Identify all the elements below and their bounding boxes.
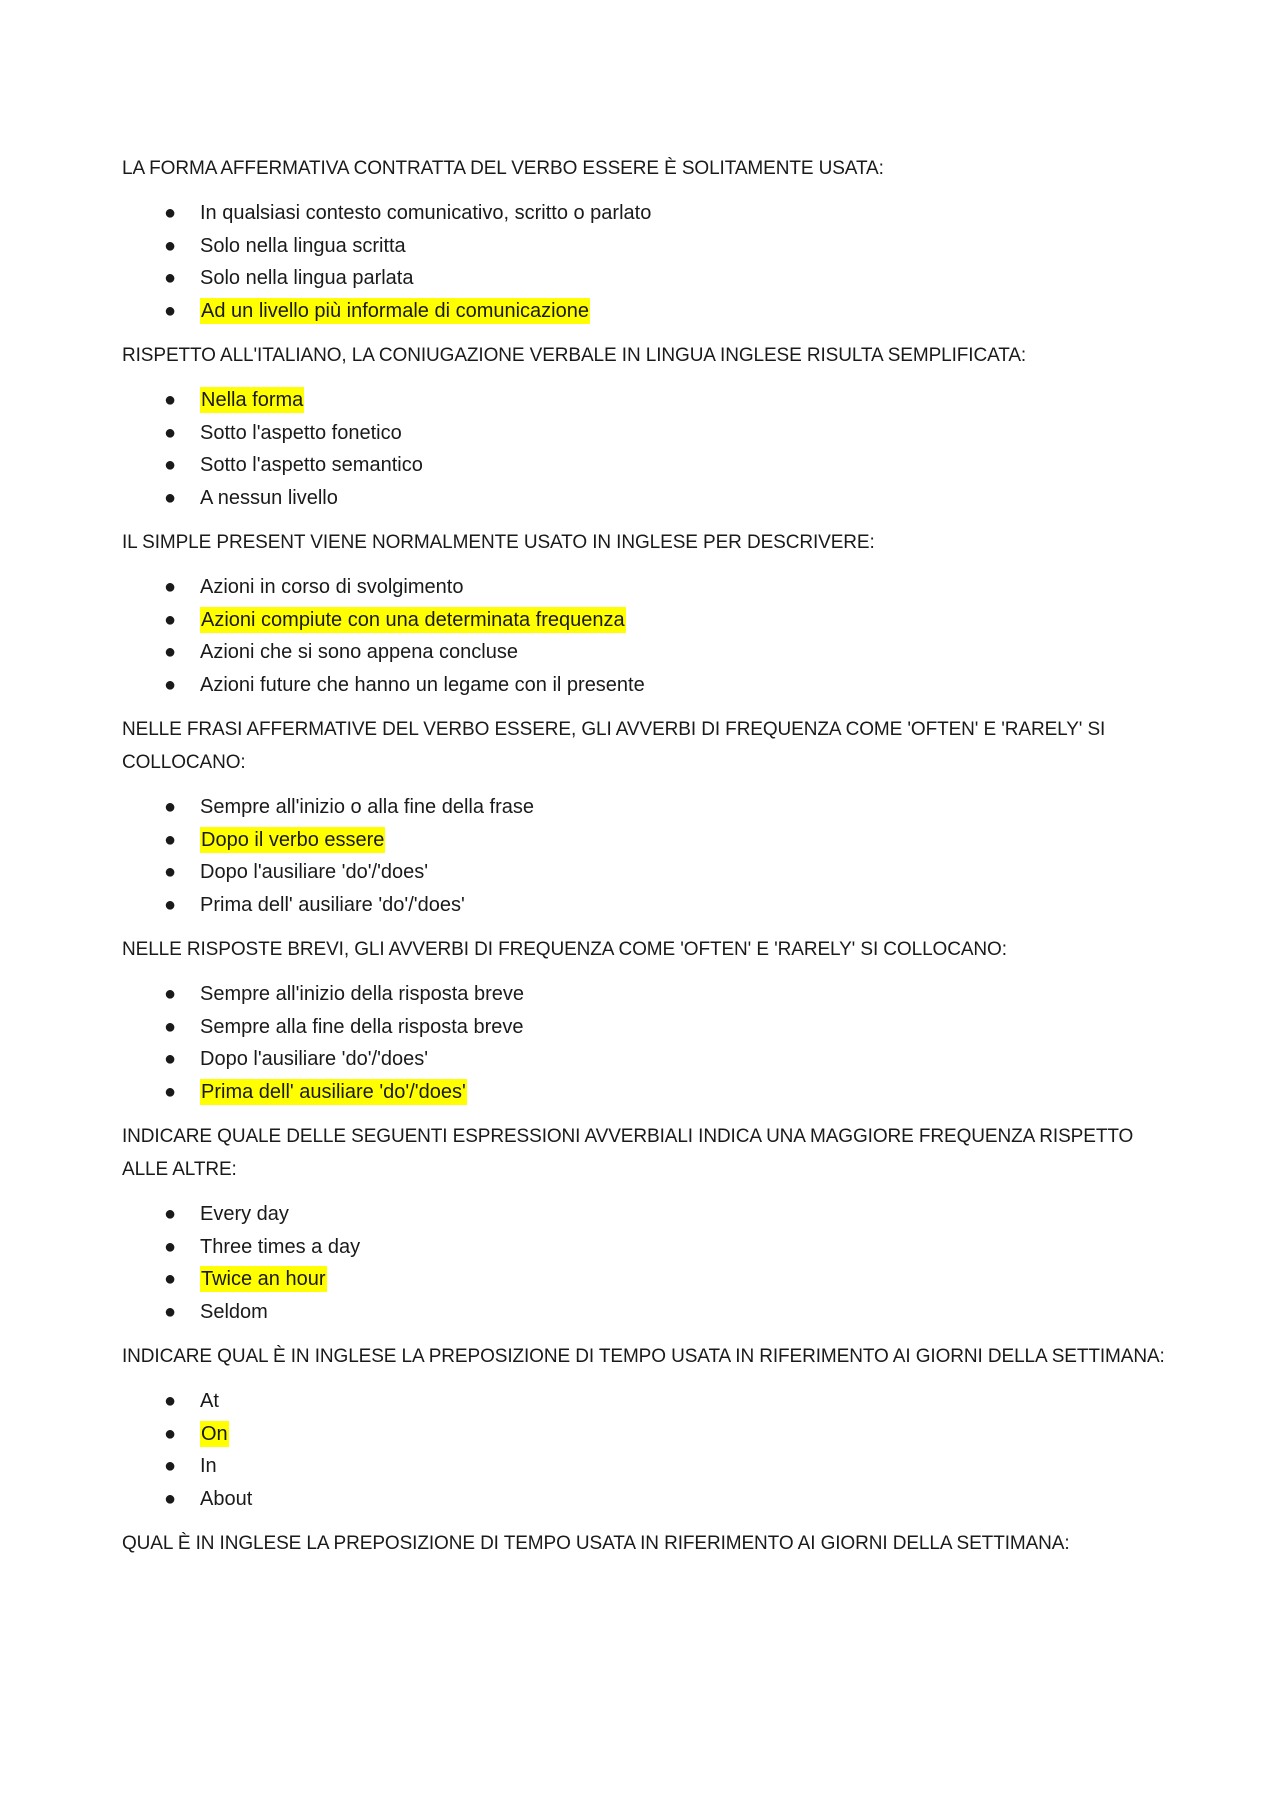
bullet-icon: ● xyxy=(164,454,177,476)
bullet-icon: ● xyxy=(164,861,177,883)
answer-option-label: Azioni future che hanno un legame con il presente xyxy=(200,673,645,696)
answer-options-list xyxy=(122,1385,1172,1515)
answer-option-correct xyxy=(122,1263,1172,1296)
answer-option xyxy=(122,791,1172,824)
answer-option-label: Sempre alla fine della risposta breve xyxy=(200,1015,524,1038)
answer-option-label: Dopo l'ausiliare 'do'/'does' xyxy=(200,1048,429,1070)
answer-option-label: Sotto l'aspetto fonetico xyxy=(200,421,402,444)
answer-option-label: Every day xyxy=(200,1203,289,1225)
answer-option xyxy=(122,1043,1172,1076)
bullet-icon: ● xyxy=(164,1300,177,1323)
answer-option xyxy=(122,978,1172,1011)
answer-option-label: Prima dell' ausiliare 'do'/'does' xyxy=(200,893,465,916)
question-text: QUAL È IN INGLESE LA PREPOSIZIONE DI TEMPO USATA IN RIFERIMENTO AI GIORNI DELLA SETTIMANA: xyxy=(122,1533,1070,1554)
answer-option xyxy=(122,449,1172,482)
answer-option-label: A nessun livello xyxy=(200,486,338,509)
bullet-icon: ● xyxy=(164,1268,177,1290)
answer-option-label: In xyxy=(200,1455,217,1477)
bullet-icon: ● xyxy=(164,1390,177,1412)
bullet-icon: ● xyxy=(164,576,177,598)
answer-options-list xyxy=(122,791,1172,921)
answer-option-label: Azioni in corso di svolgimento xyxy=(200,576,464,598)
answer-option-label: On xyxy=(201,1422,228,1445)
answer-option xyxy=(122,636,1172,669)
answer-option-label: Azioni che si sono appena concluse xyxy=(200,641,518,663)
bullet-icon: ● xyxy=(164,893,177,916)
bullet-icon: ● xyxy=(164,486,177,509)
answer-option-label: Seldom xyxy=(200,1300,268,1323)
answer-option xyxy=(122,262,1172,295)
answer-option-label: Ad un livello più informale di comunicazione xyxy=(201,299,589,322)
answer-option xyxy=(122,889,1172,922)
bullet-icon: ● xyxy=(164,1015,177,1038)
question-text: NELLE RISPOSTE BREVI, GLI AVVERBI DI FREQUENZA COME 'OFTEN' E 'RARELY' SI COLLOCANO: xyxy=(122,939,1007,960)
bullet-icon: ● xyxy=(164,267,177,289)
answer-option xyxy=(122,571,1172,604)
bullet-icon: ● xyxy=(164,202,177,224)
answer-option-label: About xyxy=(200,1487,253,1510)
bullet-icon: ● xyxy=(164,1422,177,1445)
answer-option-label: Solo nella lingua scritta xyxy=(200,234,406,257)
question-text: IL SIMPLE PRESENT VIENE NORMALMENTE USATO IN INGLESE PER DESCRIVERE: xyxy=(122,532,875,553)
answer-option-label: Azioni compiute con una determinata frequenza xyxy=(201,608,625,631)
quiz-content xyxy=(122,152,1172,1560)
bullet-icon: ● xyxy=(164,983,177,1005)
answer-option-correct xyxy=(122,604,1172,637)
answer-option-correct xyxy=(122,295,1172,328)
bullet-icon: ● xyxy=(164,641,177,663)
bullet-icon: ● xyxy=(164,1455,177,1477)
answer-options-list xyxy=(122,384,1172,514)
answer-option-label: In qualsiasi contesto comunicativo, scritto o parlato xyxy=(200,202,652,224)
bullet-icon: ● xyxy=(164,389,177,411)
question-text: RISPETTO ALL'ITALIANO, LA CONIUGAZIONE VERBALE IN LINGUA INGLESE RISULTA SEMPLIFICATA: xyxy=(122,345,1027,366)
answer-option xyxy=(122,1011,1172,1044)
answer-option xyxy=(122,1385,1172,1418)
answer-option-correct xyxy=(122,1418,1172,1451)
answer-option xyxy=(122,1450,1172,1483)
answer-option-label: Twice an hour xyxy=(201,1268,326,1290)
bullet-icon: ● xyxy=(164,1203,177,1225)
answer-options-list xyxy=(122,197,1172,327)
answer-option-label: Three times a day xyxy=(200,1235,361,1258)
answer-option-label: Solo nella lingua parlata xyxy=(200,267,414,289)
answer-option-label: Sempre all'inizio della risposta breve xyxy=(200,983,524,1005)
question-text: INDICARE QUALE DELLE SEGUENTI ESPRESSIONI AVVERBIALI INDICA UNA MAGGIORE FREQUENZA RISPETTO ALLE ALTRE: xyxy=(122,1126,1134,1180)
answer-option-correct xyxy=(122,1076,1172,1109)
bullet-icon: ● xyxy=(164,234,177,257)
answer-option xyxy=(122,669,1172,702)
answer-option-label: At xyxy=(200,1390,219,1412)
answer-options-list xyxy=(122,571,1172,701)
bullet-icon: ● xyxy=(164,421,177,444)
answer-option-label: Dopo il verbo essere xyxy=(201,828,385,851)
bullet-icon: ● xyxy=(164,1048,177,1070)
answer-option-label: Nella forma xyxy=(201,389,304,411)
answer-option xyxy=(122,1483,1172,1516)
answer-option-correct xyxy=(122,384,1172,417)
answer-option xyxy=(122,1296,1172,1329)
bullet-icon: ● xyxy=(164,299,177,322)
answer-options-list xyxy=(122,1198,1172,1328)
answer-option xyxy=(122,482,1172,515)
question-text: INDICARE QUAL È IN INGLESE LA PREPOSIZIONE DI TEMPO USATA IN RIFERIMENTO AI GIORNI DELLA SETTIMANA: xyxy=(122,1346,1165,1367)
answer-option-label: Sempre all'inizio o alla fine della frase xyxy=(200,796,534,818)
answer-option-correct xyxy=(122,824,1172,857)
bullet-icon: ● xyxy=(164,673,177,696)
answer-option xyxy=(122,230,1172,263)
answer-option-label: Sotto l'aspetto semantico xyxy=(200,454,423,476)
answer-option xyxy=(122,1198,1172,1231)
bullet-icon: ● xyxy=(164,828,177,851)
bullet-icon: ● xyxy=(164,796,177,818)
answer-option xyxy=(122,197,1172,230)
bullet-icon: ● xyxy=(164,608,177,631)
answer-option xyxy=(122,1231,1172,1264)
question-text: LA FORMA AFFERMATIVA CONTRATTA DEL VERBO ESSERE È SOLITAMENTE USATA: xyxy=(122,158,884,179)
answer-option-label: Prima dell' ausiliare 'do'/'does' xyxy=(201,1080,466,1103)
answer-option xyxy=(122,417,1172,450)
bullet-icon: ● xyxy=(164,1080,177,1103)
bullet-icon: ● xyxy=(164,1235,177,1258)
answer-options-list xyxy=(122,978,1172,1108)
answer-option xyxy=(122,856,1172,889)
answer-option-label: Dopo l'ausiliare 'do'/'does' xyxy=(200,861,429,883)
question-text: NELLE FRASI AFFERMATIVE DEL VERBO ESSERE, GLI AVVERBI DI FREQUENZA COME 'OFTEN' E 'RARELY' SI COLLOCANO: xyxy=(122,719,1106,773)
bullet-icon: ● xyxy=(164,1487,177,1510)
